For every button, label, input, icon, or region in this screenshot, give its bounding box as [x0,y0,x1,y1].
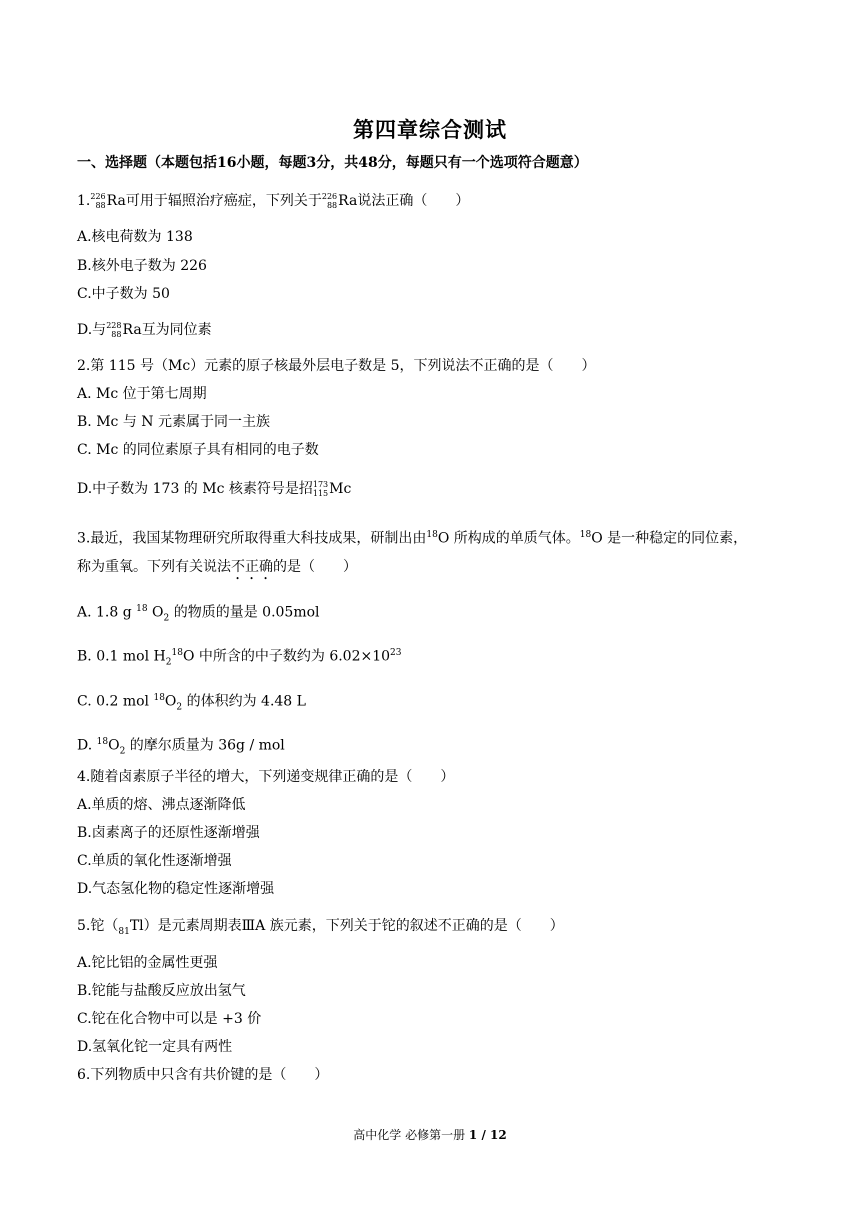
question-3-option-a: A. 1.8 g $^{18}$ $O_2$ 的物质的量是 0.05mol [77,604,320,624]
question-4-option-a: A.单质的熔、沸点逐渐降低 [77,797,246,813]
isotope-ra-226: 226 88 Ra [321,192,358,210]
question-5-stem: 5.铊$(_{81}Tl)$是元素周期表ⅢA 族元素，下列关于铊的叙述不正确的是（ ） [77,918,564,937]
question-2-option-d: D.中子数为 173 的 Mc 核素符号是招 173 115 Mc [77,480,352,498]
question-1-option-c: C.中子数为 50 [77,286,170,302]
question-4-option-d: D.气态氢化物的稳定性逐渐增强 [77,881,275,897]
question-3-option-b: B. 0.1 mol $H_2^{18}O$ 中所含的中子数约为 $6.02\times 10^{23}$ [77,648,402,668]
question-1-option-d: D.与 228 88 Ra互为同位素 [77,321,212,339]
isotope-ra-228: 228 88 Ra [106,321,142,339]
isotope-ra-226: 226 88 Ra [90,192,126,210]
question-3-stem-line-2: 称为重氧。下列有关说法不正确的是（ ） [77,559,357,575]
emphasis-dots: 不正确 [231,559,273,575]
question-2-stem: 2.第 115 号（Mc）元素的原子核最外层电子数是 5，下列说法不正确的是（ ） [77,358,596,374]
section-heading: 一、选择题（本题包括16小题，每题3分，共48分，每题只有一个选项符合题意） [77,155,588,171]
question-4-stem: 4.随着卤素原子半径的增大，下列递变规律正确的是（ ） [77,769,455,785]
question-3-option-c: C. 0.2 mol $^{18}O_2$ 的体积约为 4.48 L [77,693,306,713]
question-4-option-c: C.单质的氧化性逐渐增强 [77,853,232,869]
question-1-option-b: B.核外电子数为 226 [77,258,207,274]
question-3-stem-line-1: 3.最近，我国某物理研究所取得重大科技成果，研制出由$^{18}$O 所构成的单质气体。$^{18}$O 是一种稳定的同位素， [77,530,748,547]
question-5-option-d: D.氢氧化铊一定具有两性 [77,1039,233,1055]
question-1-stem: 1. 226 88 Ra可用于辐照治疗癌症，下列关于 226 88 Ra说法正确（ ） [77,192,470,210]
question-1-option-a: A.核电荷数为 138 [77,229,193,245]
question-2-option-a: A. Mc 位于第七周期 [77,386,207,402]
question-3-option-d: D. $^{18}O_2$ 的摩尔质量为 36g / mol [77,737,285,757]
question-2-option-b: B. Mc 与 N 元素属于同一主族 [77,414,270,430]
page-title: 第四章综合测试 [353,117,507,142]
page-number: 1 / 12 [468,1128,507,1142]
question-5-option-a: A.铊比铝的金属性更强 [77,955,218,971]
question-5-option-b: B.铊能与盐酸反应放出氢气 [77,983,246,999]
page-footer: 高中化学 必修第一册 1 / 12 [353,1128,507,1142]
question-6-stem: 6.下列物质中只含有共价键的是（ ） [77,1067,329,1083]
isotope-mc-288: 173 115 Mc [312,480,352,498]
question-4-option-b: B.卤素离子的还原性逐渐增强 [77,825,260,841]
question-2-option-c: C. Mc 的同位素原子具有相同的电子数 [77,442,319,458]
question-5-option-c: C.铊在化合物中可以是 +3 价 [77,1011,262,1027]
